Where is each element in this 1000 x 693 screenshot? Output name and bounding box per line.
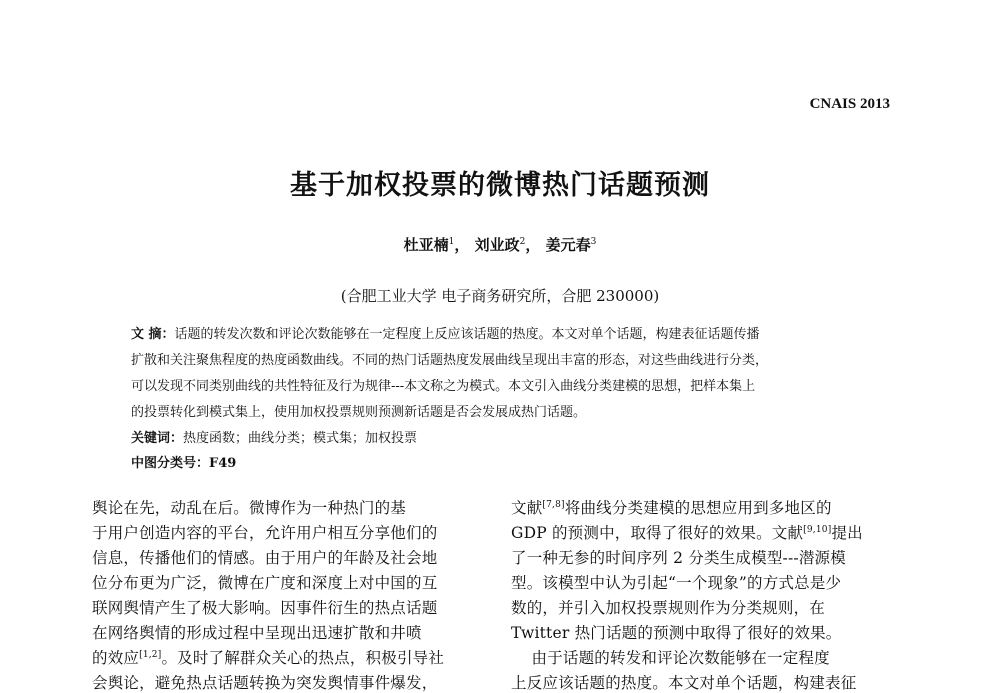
classification-label: 中图分类号： xyxy=(131,456,210,471)
body-text-line: 上反应该话题的热度。本文对单个话题，构建表征 xyxy=(511,674,857,692)
author-separator: ， xyxy=(525,236,541,254)
body-text-line: 会舆论，避免热点话题转换为突发舆情事件爆发， xyxy=(92,674,438,692)
affiliation: (合肥工业大学 电子商务研究所，合肥 230000) xyxy=(340,287,660,305)
body-text-line: 信息，传播他们的情感。由于用户的年龄及社会地 xyxy=(92,549,438,567)
classification-line xyxy=(131,452,236,471)
body-text: 文献 xyxy=(511,499,543,517)
body-text: 提出 xyxy=(831,524,863,542)
author-name: 杜亚楠 xyxy=(403,236,449,254)
body-text: 将曲线分类建模的思想应用到多地区的 xyxy=(564,499,832,517)
body-text: 的效应 xyxy=(92,649,140,667)
keywords-text: 热度函数；曲线分类；模式集；加权投票 xyxy=(183,431,418,446)
paper-title: 基于加权投票的微博热门话题预测 xyxy=(290,170,710,201)
body-text: GDP 的预测中，取得了很好的效果。文献 xyxy=(511,524,804,542)
body-text-line: Twitter 热门话题的预测中取得了很好的效果。 xyxy=(511,624,842,642)
body-text-line: 舆论在先，动乱在后。微博作为一种热门的基 xyxy=(92,499,407,517)
abstract-line xyxy=(131,323,760,342)
author-list xyxy=(0,234,1000,255)
body-text-line: 了一种无参的时间序列 2 分类生成模型---潜源模 xyxy=(511,549,846,567)
classification-code: F49 xyxy=(209,456,237,471)
author-name: 姜元春 xyxy=(545,236,591,254)
body-text-line: 数的，并引入加权投票规则作为分类规则，在 xyxy=(511,599,826,617)
abstract-line: 扩散和关注聚焦程度的热度函数曲线。不同的热门话题热度发展曲线呈现出丰富的形态，对这些曲线进行分类， xyxy=(131,353,769,368)
body-text-line: 由于话题的转发和评论次数能够在一定程度 xyxy=(511,649,830,667)
author-affiliation-mark: 1 xyxy=(448,237,455,247)
body-text-line: 联网舆情产生了极大影响。因事件衍生的热点话题 xyxy=(92,599,438,617)
citation-mark: [7,8] xyxy=(542,499,565,510)
abstract-text: 话题的转发次数和评论次数能够在一定程度上反应该话题的热度。本文对单个话题，构建表征话题传播 xyxy=(174,327,760,342)
author-affiliation-mark: 3 xyxy=(590,237,597,247)
body-text-line: 于用户创造内容的平台，允许用户相互分享他们的 xyxy=(92,524,438,542)
conference-label: CNAIS 2013 xyxy=(809,96,890,112)
abstract-line: 可以发现不同类别曲线的共性特征及行为规律---本文称之为模式。本文引入曲线分类建模的思想，把样本集上 xyxy=(131,379,756,394)
citation-mark: [9,10] xyxy=(803,524,832,535)
body-text-line: 位分布更为广泛，微博在广度和深度上对中国的互 xyxy=(92,574,438,592)
abstract-label: 文 摘： xyxy=(131,327,175,342)
author-affiliation-mark: 2 xyxy=(519,237,526,247)
author-name: 刘业政 xyxy=(474,236,520,254)
body-text-line xyxy=(511,521,895,543)
citation-mark: [1,2] xyxy=(139,649,162,660)
keywords-line xyxy=(131,427,417,446)
body-text-line: 在网络舆情的形成过程中呈现出迅速扩散和井喷 xyxy=(92,624,422,642)
abstract-line: 的投票转化到模式集上，使用加权投票规则预测新话题是否会发展成热门话题。 xyxy=(131,405,587,420)
body-text: 。及时了解群众关心的热点，积极引导社 xyxy=(161,649,445,667)
body-text-line xyxy=(92,646,476,668)
body-text-line: 型。该模型中认为引起“一个现象”的方式总是少 xyxy=(511,574,842,592)
body-text-line xyxy=(511,496,895,518)
keywords-label: 关键词： xyxy=(131,431,184,446)
author-separator: ， xyxy=(454,236,470,254)
